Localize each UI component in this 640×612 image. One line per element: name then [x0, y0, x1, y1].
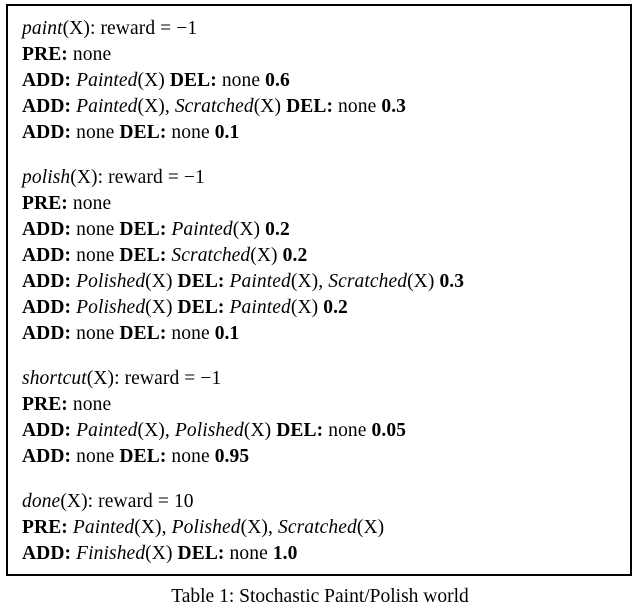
del-label: DEL: — [177, 297, 225, 318]
table-frame — [6, 4, 632, 576]
block-spacer — [22, 470, 616, 489]
pre-args-3: (X) — [356, 517, 385, 538]
del-predicate: Painted — [229, 271, 291, 292]
effect-row — [22, 541, 616, 567]
probability: 0.95 — [214, 446, 250, 467]
del-label: DEL: — [169, 70, 217, 91]
add-predicate: Finished — [76, 543, 146, 564]
pre-predicate: Painted — [72, 517, 135, 538]
del-label: DEL: — [119, 323, 167, 344]
add-value: none — [76, 446, 115, 467]
probability: 0.05 — [371, 420, 407, 441]
add-label: ADD: — [22, 122, 72, 143]
pre-predicate-2: Polished — [171, 517, 241, 538]
add-label: ADD: — [22, 323, 72, 344]
add-predicate: Painted — [76, 70, 138, 91]
add-label: ADD: — [22, 219, 72, 240]
action-reward: (X): reward = −1 — [86, 368, 222, 389]
del-value: none — [328, 420, 367, 441]
action-header-done — [22, 489, 616, 515]
del-label: DEL: — [119, 219, 167, 240]
add-args-2: (X) — [253, 96, 282, 117]
effect-row — [22, 269, 616, 295]
pre-value: none — [72, 394, 112, 415]
add-label: ADD: — [22, 96, 72, 117]
effect-row — [22, 444, 616, 470]
pre-label: PRE: — [22, 44, 68, 65]
action-name: polish — [22, 167, 71, 188]
effect-row — [22, 120, 616, 146]
action-name: shortcut — [22, 368, 87, 389]
del-label: DEL: — [119, 122, 167, 143]
probability: 0.3 — [381, 96, 407, 117]
del-label: DEL: — [276, 420, 324, 441]
block-spacer — [22, 347, 616, 366]
pre-args: (X), — [134, 517, 167, 538]
probability: 0.1 — [214, 323, 240, 344]
del-args-2: (X) — [407, 271, 435, 292]
effect-row — [22, 295, 616, 321]
del-label: DEL: — [177, 271, 225, 292]
pre-predicate-3: Scratched — [277, 517, 357, 538]
add-predicate: Painted — [76, 420, 138, 441]
probability: 0.2 — [282, 245, 308, 266]
pre-label: PRE: — [22, 193, 68, 214]
table-caption: Table 1: Stochastic Paint/Polish world — [171, 586, 469, 607]
add-label: ADD: — [22, 271, 72, 292]
del-args: (X), — [290, 271, 324, 292]
action-block-shortcut — [22, 366, 616, 470]
add-predicate: Polished — [76, 271, 146, 292]
action-header-polish — [22, 165, 616, 191]
add-args: (X), — [137, 96, 170, 117]
action-block-paint — [22, 16, 616, 146]
add-label: ADD: — [22, 446, 72, 467]
del-value: none — [221, 70, 261, 91]
action-pre-shortcut — [22, 392, 616, 418]
probability: 0.6 — [265, 70, 290, 91]
del-value: none — [338, 96, 377, 117]
add-args: (X) — [145, 297, 173, 318]
effect-row — [22, 217, 616, 243]
add-predicate-2: Scratched — [174, 96, 254, 117]
action-reward: (X): reward = −1 — [62, 18, 198, 39]
add-args: (X) — [145, 543, 173, 564]
add-args-2: (X) — [243, 420, 272, 441]
add-value: none — [76, 245, 115, 266]
probability: 0.3 — [439, 271, 465, 292]
action-name: done — [22, 491, 61, 512]
probability: 0.2 — [265, 219, 290, 240]
probability: 0.2 — [323, 297, 348, 318]
del-label: DEL: — [119, 446, 167, 467]
del-predicate: Painted — [171, 219, 233, 240]
action-reward: (X): reward = 10 — [60, 491, 194, 512]
add-args: (X) — [137, 70, 165, 91]
action-name: paint — [22, 18, 63, 39]
effect-row — [22, 243, 616, 269]
add-predicate: Polished — [76, 297, 146, 318]
add-label: ADD: — [22, 70, 72, 91]
add-value: none — [76, 219, 115, 240]
del-value: none — [171, 446, 210, 467]
pre-label: PRE: — [22, 517, 68, 538]
del-value: none — [171, 323, 210, 344]
del-label: DEL: — [286, 96, 334, 117]
action-block-polish — [22, 165, 616, 347]
add-value: none — [76, 122, 115, 143]
add-label: ADD: — [22, 297, 72, 318]
action-pre-done — [22, 515, 616, 541]
pre-args-2: (X), — [240, 517, 273, 538]
del-predicate: Scratched — [171, 245, 251, 266]
add-predicate: Painted — [76, 96, 138, 117]
del-value: none — [171, 122, 210, 143]
probability: 1.0 — [272, 543, 298, 564]
del-args: (X) — [250, 245, 278, 266]
action-header-shortcut — [22, 366, 616, 392]
effect-row — [22, 94, 616, 120]
action-pre-polish — [22, 191, 616, 217]
add-label: ADD: — [22, 245, 72, 266]
del-predicate-2: Scratched — [328, 271, 408, 292]
del-label: DEL: — [119, 245, 167, 266]
probability: 0.1 — [214, 122, 240, 143]
action-header-paint — [22, 16, 616, 42]
pre-value: none — [72, 193, 112, 214]
block-spacer — [22, 146, 616, 165]
add-args: (X) — [145, 271, 173, 292]
del-args: (X) — [290, 297, 319, 318]
effect-row — [22, 418, 616, 444]
effect-row — [22, 68, 616, 94]
add-args: (X), — [137, 420, 170, 441]
action-pre-paint — [22, 42, 616, 68]
add-label: ADD: — [22, 543, 72, 564]
action-block-done — [22, 489, 616, 567]
add-value: none — [76, 323, 115, 344]
effect-row — [22, 321, 616, 347]
del-value: none — [229, 543, 268, 564]
del-label: DEL: — [177, 543, 225, 564]
add-label: ADD: — [22, 420, 72, 441]
action-reward: (X): reward = −1 — [70, 167, 205, 188]
pre-value: none — [72, 44, 112, 65]
add-predicate-2: Polished — [174, 420, 244, 441]
del-args: (X) — [232, 219, 261, 240]
del-predicate: Painted — [229, 297, 291, 318]
pre-label: PRE: — [22, 394, 68, 415]
